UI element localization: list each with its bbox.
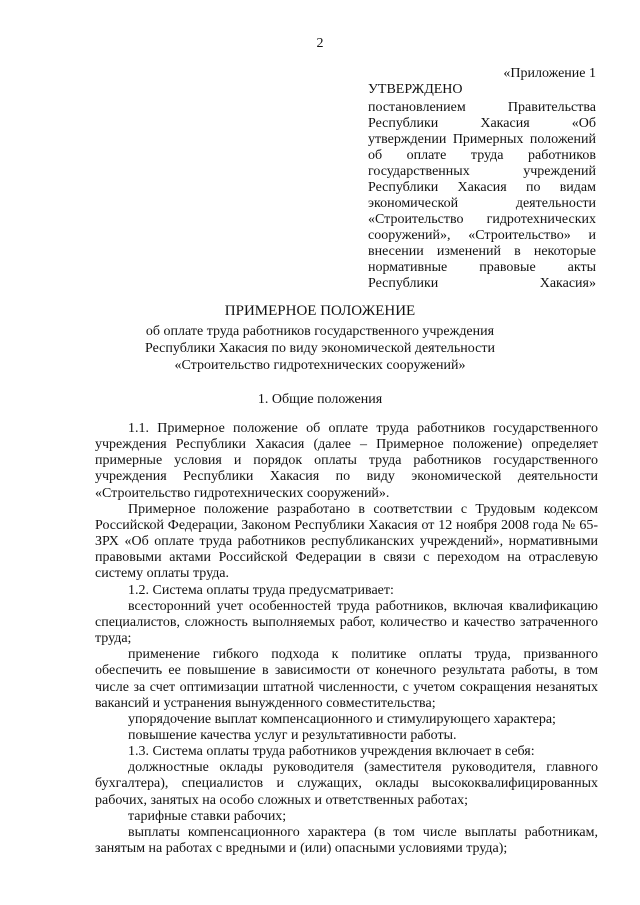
- paragraph: выплаты компенсационного характера (в том числе выплаты работникам, занятым на работах с вредными и (или) опасными условиями труда);: [95, 824, 598, 857]
- paragraph: тарифные ставки рабочих;: [128, 808, 287, 824]
- paragraph: применение гибкого подхода к политике оплаты труда, призванного обеспечить ее повышение в зависимости от конечного результата работы, в том числе за счет оптимизации штатной численности, с учетом сокращения незанятых вакансий и устранения вынужденного совместительства;: [95, 647, 598, 711]
- page-number: 2: [316, 36, 324, 51]
- document-subtitle: [0, 323, 640, 374]
- paragraph: должностные оклады руководителя (заместителя руководителя, главного бухгалтера), специалистов и служащих, оклады высококвалифицированных рабочих, занятых на особо сложных и ответственных работах;: [95, 760, 598, 808]
- approval-block: [368, 82, 596, 292]
- approval-text: постановлением Правительства Республики Хакасия «Об утверждении Примерных положений об оплате труда работников государственных учреждений Республики Хакасия по видам экономической деятельности «Строительство гидротехнических сооружений», «Строительство» и внесении изменений в некоторые нормативные правовые акты Республики Хакасия»: [368, 100, 596, 291]
- subtitle-line: «Строительство гидротехнических сооружений»: [174, 358, 466, 373]
- document-title: ПРИМЕРНОЕ ПОЛОЖЕНИЕ: [224, 303, 416, 319]
- paragraph: 1.1. Примерное положение об оплате труда работников государственного учреждения Республики Хакасия (далее – Примерное положение) определяет примерные условия и порядок оплаты труда работников государственного учреждения Республики Хакасия по виду экономической деятельности «Строительство гидротехнических сооружений».: [95, 421, 598, 501]
- paragraph: 1.2. Система оплаты труда предусматривает:: [128, 582, 394, 598]
- paragraph: 1.3. Система оплаты труда работников учреждения включает в себя:: [128, 744, 535, 760]
- body-text: [95, 421, 598, 857]
- paragraph: всесторонний учет особенностей труда работников, включая квалификацию специалистов, сложность выполняемых работ, количество и качество затраченного труда;: [95, 598, 598, 647]
- paragraph: упорядочение выплат компенсационного и стимулирующего характера;: [128, 711, 556, 727]
- paragraph: повышение качества услуг и результативности работы.: [128, 727, 457, 743]
- section-heading: 1. Общие положения: [257, 392, 383, 407]
- appendix-label: «Приложение 1: [503, 66, 596, 81]
- approval-heading: УТВЕРЖДЕНО: [368, 82, 463, 97]
- subtitle-line: об оплате труда работников государственного учреждения: [145, 324, 495, 339]
- subtitle-line: Республики Хакасия по виду экономической деятельности: [145, 341, 495, 356]
- paragraph: Примерное положение разработано в соответствии с Трудовым кодексом Российской Федерации, Законом Республики Хакасия от 12 ноября 2008 года № 65-ЗРХ «Об оплате труда работников республиканских учреждений», нормативными правовыми актами Российской Федерации в связи с переходом на отраслевую систему оплаты труда.: [95, 501, 598, 582]
